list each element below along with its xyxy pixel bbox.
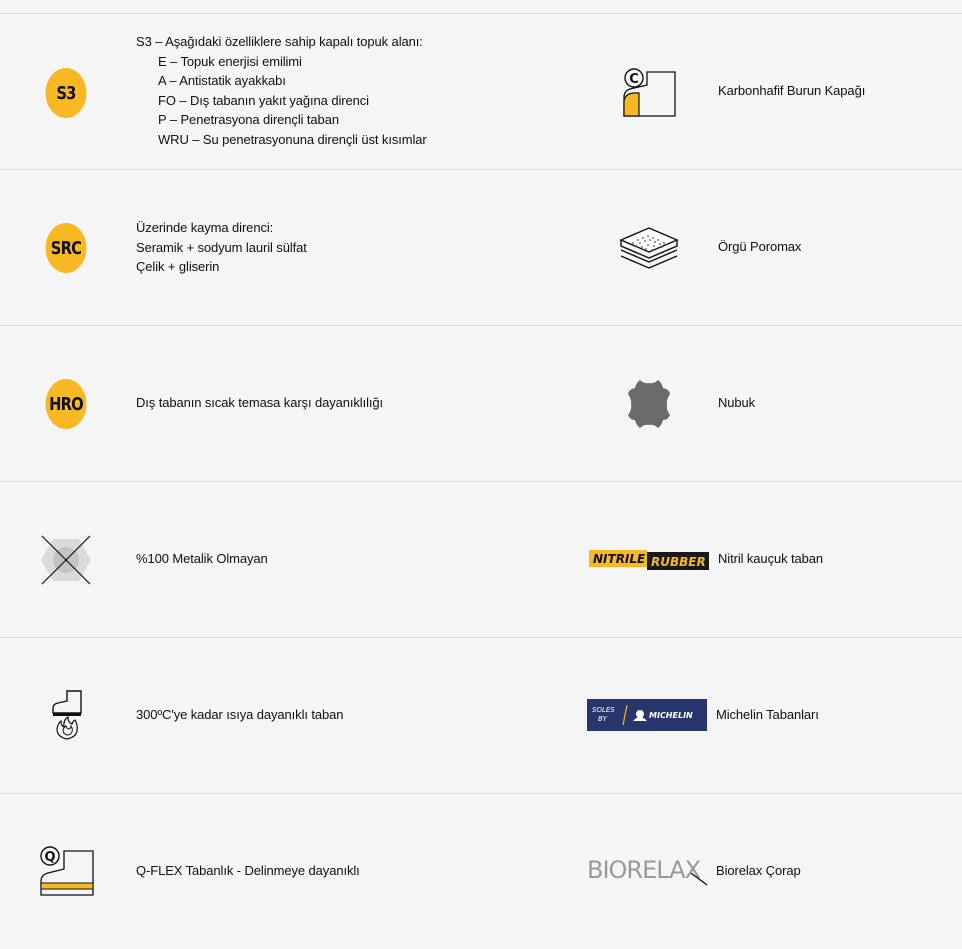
carbon-toe-label: Karbonhafif Burun Kapağı xyxy=(718,83,866,98)
michelin-soles-label: Michelin Tabanları xyxy=(716,707,819,722)
src-description: Üzerinde kayma direnci: Seramik + sodyum lauril sülfat Çelik + gliserin xyxy=(136,220,307,275)
svg-text:MICHELIN: MICHELIN xyxy=(649,711,693,720)
hro-badge-icon: HRO xyxy=(46,379,87,429)
feature-row-heat-sole xyxy=(0,637,962,793)
s3-description: S3 – Aşağıdaki özelliklere sahip kapalı topuk alanı: E – Topuk enerjisi emilimi A – Antistatik ayakkabı FO – Dış tabanın yakıt yağına direnci P – Penetrasyona dirençli taban WRU – Su penetrasyonuna dirençli üst kısımlar xyxy=(136,34,427,147)
svg-text:BY: BY xyxy=(598,715,607,723)
michelin-logo xyxy=(587,699,707,731)
biorelax-sock-label: Biorelax Çorap xyxy=(716,863,801,878)
mesh-poromax-label: Örgü Poromax xyxy=(718,239,802,254)
feature-row-src xyxy=(0,169,962,325)
nitrile-rubber-logo xyxy=(589,550,709,570)
svg-text:NITRILE: NITRILE xyxy=(593,552,646,566)
nitrile-rubber-label: Nitril kauçuk taban xyxy=(718,551,824,566)
svg-text:BIORELAX: BIORELAX xyxy=(587,856,701,884)
non-metallic-icon xyxy=(40,534,92,586)
src-badge-icon: SRC xyxy=(46,223,87,273)
heat-resistant-sole-icon xyxy=(50,689,84,741)
heat-sole-description: 300ºC'ye kadar ısıya dayanıklı taban xyxy=(136,707,344,722)
svg-text:RUBBER: RUBBER xyxy=(651,555,706,569)
q-flex-insole-icon xyxy=(38,845,96,899)
biorelax-logo xyxy=(587,853,711,887)
s3-badge-icon: S3 xyxy=(46,68,87,118)
hro-description: Dış tabanın sıcak temasa karşı dayanıklılığı xyxy=(136,395,384,410)
nubuck-label: Nubuk xyxy=(718,395,756,410)
svg-text:Q: Q xyxy=(44,850,56,865)
feature-row-non-metallic xyxy=(0,481,962,637)
svg-text:C: C xyxy=(629,72,639,87)
layered-mesh-icon xyxy=(618,222,680,274)
carbon-toe-cap-icon xyxy=(620,67,680,119)
feature-row-hro xyxy=(0,325,962,481)
feature-row-qflex xyxy=(0,793,962,949)
leather-hide-icon xyxy=(626,378,672,430)
svg-text:SOLES: SOLES xyxy=(592,706,615,714)
non-metallic-description: %100 Metalik Olmayan xyxy=(136,551,268,566)
feature-row-s3 xyxy=(0,13,962,169)
qflex-description: Q-FLEX Tabanlık - Delinmeye dayanıklı xyxy=(136,863,360,878)
